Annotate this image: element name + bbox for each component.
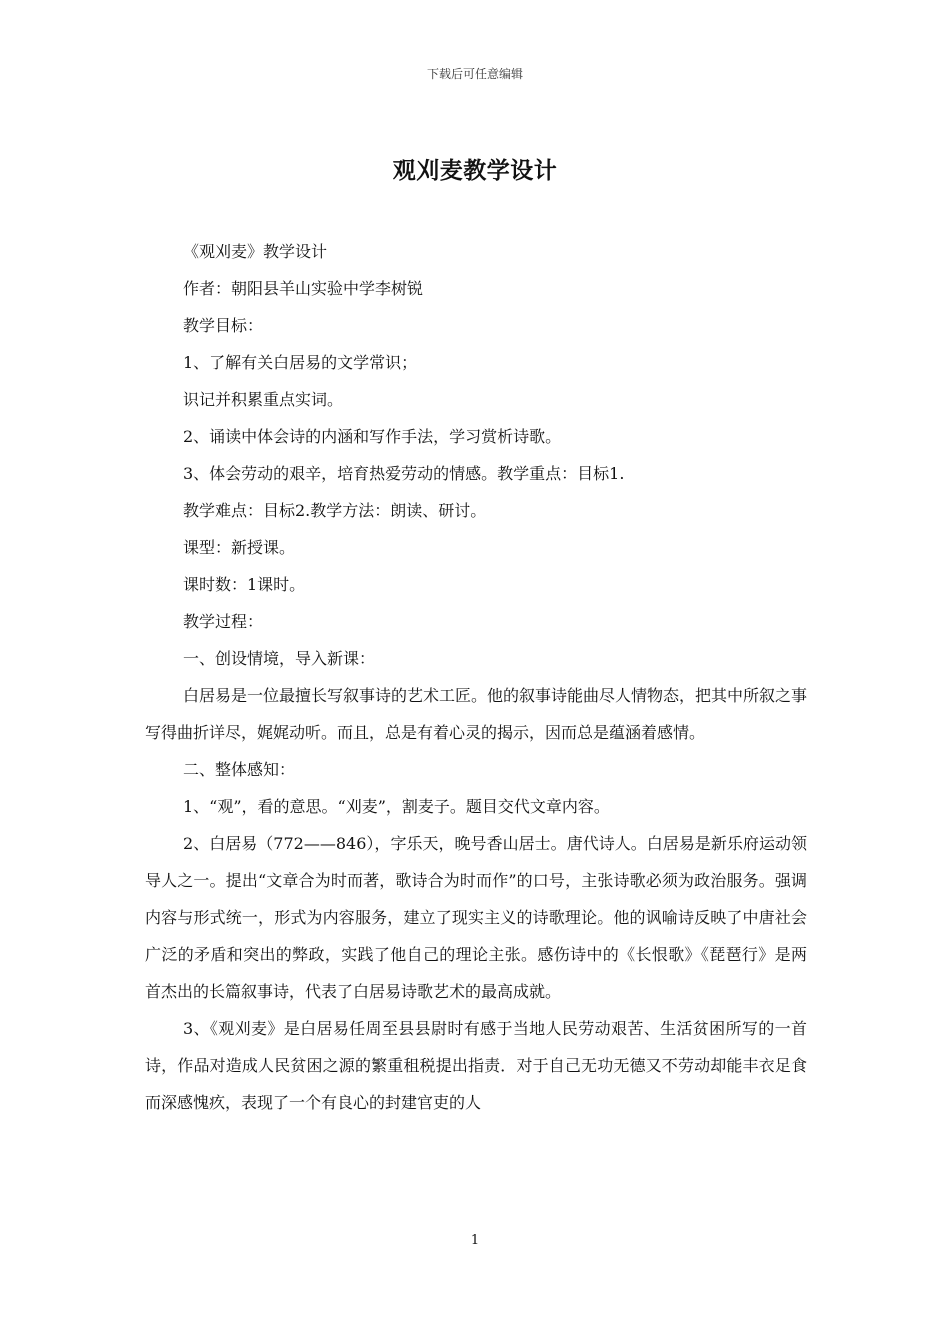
title-explanation-paragraph: 1、“观”，看的意思。“刈麦”，割麦子。题目交代文章内容。 (183, 797, 610, 816)
objectives-heading: 教学目标： (183, 316, 264, 335)
subtitle-line: 《观刈麦》教学设计 (183, 242, 328, 261)
poem-background-paragraph: 3、《观刈麦》是白居易任周至县县尉时有感于当地人民劳动艰苦、生活贫困所写的一首诗，作品对造成人民贫困之源的繁重租税提出指责．对于自己无功无德又不劳动却能丰衣足食而深感愧疚，表现了一个有良心的封建官吏的人 (145, 1019, 807, 1112)
author-line: 作者：朝阳县羊山实验中学李树锐 (183, 279, 424, 298)
objective-1: 1、了解有关白居易的文学常识； (183, 353, 418, 372)
lesson-hours-line: 课时数：1课时。 (183, 575, 306, 594)
author-bio-paragraph: 2、白居易（772——846），字乐天，晚号香山居士。唐代诗人。白居易是新乐府运动领导人之一。提出“文章合为时而著，歌诗合为时而作”的口号，主张诗歌必须为政治服务。强调内容与形式统一，形式为内容服务，建立了现实主义的诗歌理论。他的讽喻诗反映了中唐社会广泛的矛盾和突出的弊政，实践了他自己的理论主张。感伤诗中的《长恨歌》《琵琶行》是两首杰出的长篇叙事诗，代表了白居易诗歌艺术的最高成就。 (145, 834, 807, 1001)
section-1-heading: 一、创设情境，导入新课： (183, 649, 376, 668)
section-2-heading: 二、整体感知： (183, 760, 296, 779)
objective-3-key-point: 3、体会劳动的艰辛，培育热爱劳动的情感。教学重点：目标1. (183, 464, 625, 483)
difficulty-method-line: 教学难点：目标2.教学方法：朗读、研讨。 (183, 501, 487, 520)
page-number: 1 (470, 1233, 480, 1248)
objective-2: 2、诵读中体会诗的内涵和写作手法，学习赏析诗歌。 (183, 427, 562, 446)
document-title: 观刈麦教学设计 (392, 157, 558, 184)
document-body (145, 233, 807, 1121)
objective-1-detail: 识记并积累重点实词。 (183, 390, 344, 409)
lesson-type-line: 课型：新授课。 (183, 538, 296, 557)
intro-paragraph: 白居易是一位最擅长写叙事诗的艺术工匠。他的叙事诗能曲尽人情物态，把其中所叙之事写得曲折详尽，娓娓动听。而且，总是有着心灵的揭示，因而总是蕴涵着感情。 (145, 686, 808, 742)
process-heading: 教学过程： (183, 612, 264, 631)
page-header: 下载后可任意编辑 (426, 67, 523, 81)
